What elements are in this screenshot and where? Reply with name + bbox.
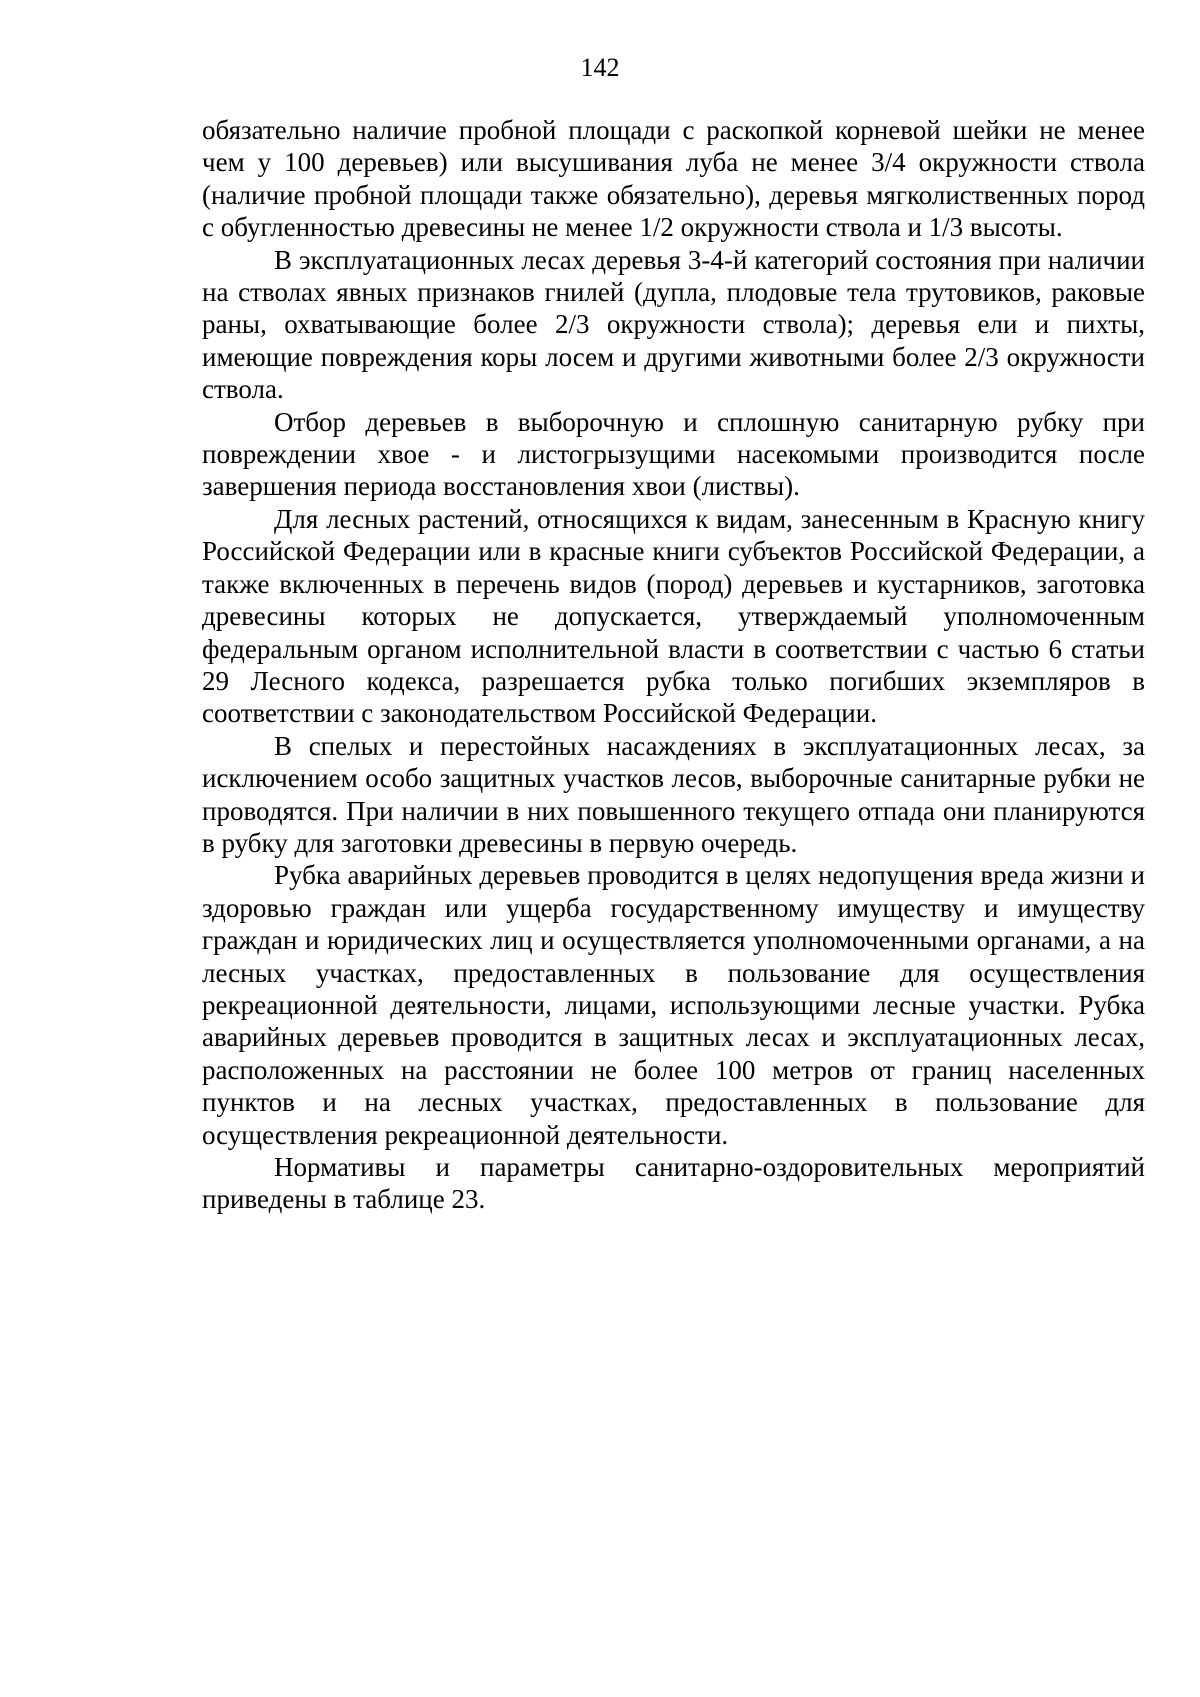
- paragraph-tree-selection: Отбор деревьев в выборочную и сплошную санитарную рубку при повреждении хвое - и листогрызущими насекомыми производится после завершения периода восстановления хвои (листвы).: [202, 406, 1145, 502]
- paragraph-red-book: Для лесных растений, относящихся к видам, занесенным в Красную книгу Российской Федерации или в красные книги субъектов Российской Федерации, а также включенных в перечень видов (пород) деревьев и кустарников, заготовка древесины которых не допускается, утверждаемый уполномоченным федеральным органом исполнительной власти в соответствии с частью 6 статьи 29 Лесного кодекса, разрешается рубка только погибших экземпляров в соответствии с законодательством Российской Федерации.: [202, 503, 1145, 729]
- paragraph-exploitation-forests: В эксплуатационных лесах деревья 3-4-й категорий состояния при наличии на стволах явных признаков гнилей (дупла, плодовые тела трутовиков, раковые раны, охватывающие более 2/3 окружности ствола); деревья ели и пихты, имеющие повреждения коры лосем и другими животными более 2/3 окружности ствола.: [202, 244, 1145, 405]
- paragraph-continuation: обязательно наличие пробной площади с раскопкой корневой шейки не менее чем у 100 деревьев) или высушивания луба не менее 3/4 окружности ствола (наличие пробной площади также обязательно), деревья мягколиственных пород с обугленностью древесины не менее 1/2 окружности ствола и 1/3 высоты.: [202, 115, 1145, 243]
- paragraph-mature-stands: В спелых и перестойных насаждениях в эксплуатационных лесах, за исключением особо защитных участков лесов, выборочные санитарные рубки не проводятся. При наличии в них повышенного текущего отпада они планируются в рубку для заготовки древесины в первую очередь.: [202, 730, 1145, 858]
- paragraph-emergency-trees: Рубка аварийных деревьев проводится в целях недопущения вреда жизни и здоровью граждан или ущерба государственному имуществу и имуществу граждан и юридических лиц и осуществляется уполномоченными органами, а на лесных участках, предоставленных в пользование для осуществления рекреационной деятельности, лицами, использующими лесные участки. Рубка аварийных деревьев проводится в защитных лесах и эксплуатационных лесах, расположенных на расстоянии не более 100 метров от границ населенных пунктов и на лесных участках, предоставленных в пользование для осуществления рекреационной деятельности.: [202, 860, 1145, 1150]
- page-number: 142: [580, 53, 620, 82]
- document-body: [202, 114, 1145, 1216]
- paragraph-table-reference: Нормативы и параметры санитарно-оздоровительных мероприятий приведены в таблице 23.: [202, 1152, 1145, 1215]
